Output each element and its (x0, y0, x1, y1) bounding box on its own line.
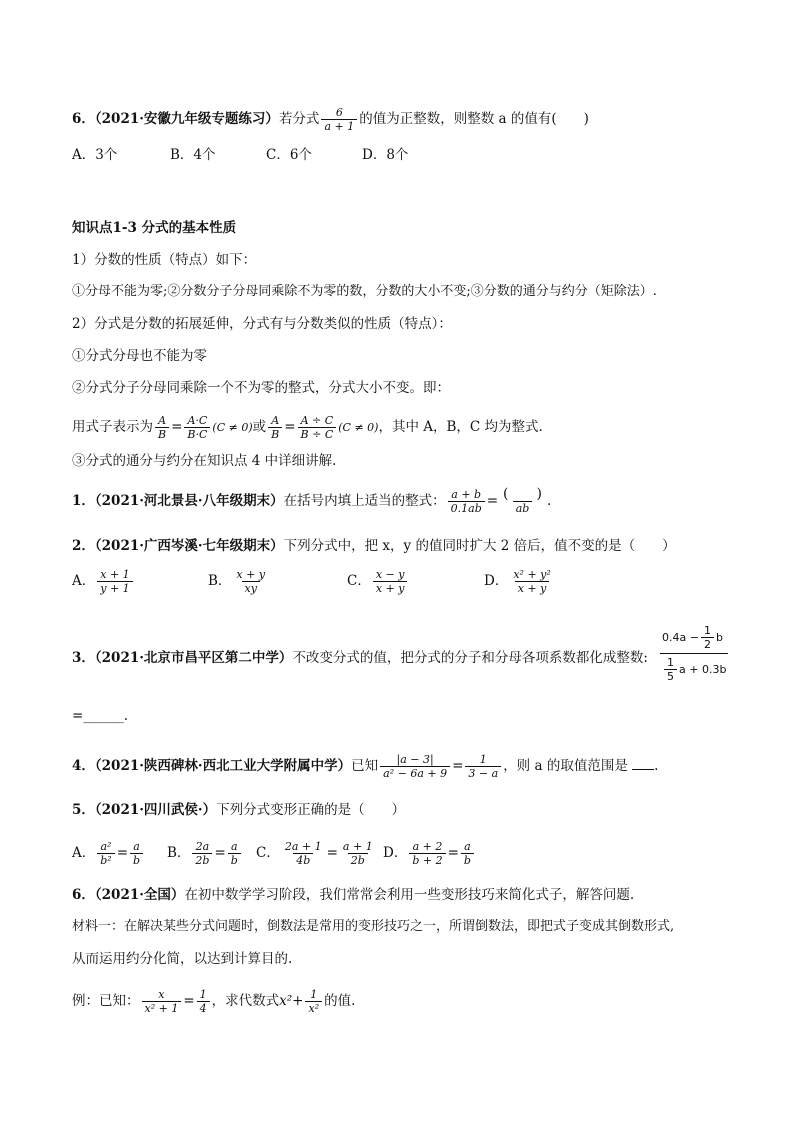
q6a-number: 6． (72, 111, 95, 127)
q1-line (72, 488, 551, 515)
kp-frac-a-b-2: $\frac{A}{B}$ (268, 414, 282, 441)
q6b-eq: = (183, 993, 195, 1009)
q5-opt-d: D． $\frac{a + 2}{b + 2}$ = $\frac{a}{b}$ (383, 840, 476, 867)
q4-end: . (654, 758, 659, 774)
q6b-example-post: 的值. (324, 993, 356, 1009)
q6a-line (72, 106, 589, 133)
kp-line3: 2）分式是分数的拓展延伸，分式有与分数类似的性质（特点）： (72, 316, 452, 332)
q4-post: ，则 a 的取值范围是 (503, 758, 628, 774)
q6b-example (72, 988, 355, 1015)
q1-text: 在括号内填上适当的整式： (283, 493, 446, 509)
kp-or: 或 (252, 419, 267, 435)
q3-num-b: b (715, 631, 723, 644)
q6a-opt-b: B．4个 (170, 147, 216, 163)
kp-line6 (72, 414, 543, 441)
q1-eq: = (486, 493, 499, 509)
q1-number: 1． (72, 493, 95, 509)
q2-number: 2． (72, 538, 95, 554)
kp-frac-adivc: $\frac{A \div C}{B \div C}$ (298, 414, 337, 441)
kp-line4: ①分式分母也不能为零 (72, 348, 207, 364)
q2-opt-d: D． $\frac{\text{x² + y²}}{x + y}$ (484, 568, 551, 595)
q3-compound-fraction (660, 624, 728, 683)
q6a-opt-c: C．6个 (266, 147, 312, 163)
q2-opt-b: B． $\frac{x + y}{xy}$ (208, 568, 266, 595)
q1-source: （2021·河北景县·八年级期末） (94, 493, 284, 509)
q6b-x-squared: x²+ (279, 993, 304, 1009)
q6b-text: 在初中数学学习阶段，我们常常会利用一些变形技巧来简化式子，解答问题. (184, 887, 635, 903)
q3-text: 不改变分式的值，把分式的分子和分母各项系数都化成整数: (292, 650, 648, 666)
q4-blank (632, 757, 654, 770)
q2-source: （2021·广西岑溪·七年级期末） (94, 538, 284, 554)
q4-number: 4． (72, 758, 95, 774)
kp-line6-pre: 用式子表示为 (72, 419, 153, 435)
q6a-fraction: $\frac{6}{a + 1}$ (321, 106, 357, 133)
kp-frac-a-b: $\frac{A}{B}$ (155, 414, 169, 441)
q5-number: 5． (72, 802, 95, 818)
q2-text: 下列分式中，把 x，y 的值同时扩大 2 倍后，值不变的是（ ） (283, 538, 676, 554)
kp-line2: ①分母不能为零;②分数分子分母同乘除不为零的数，分数的大小不变;③分数的通分与约分（矩除法）. (72, 284, 657, 299)
q3-den-fifth: 1 5 (664, 656, 677, 683)
q3-num-half: $\frac{1}{2}$ (701, 624, 714, 651)
q4-fraction-left: $\frac{|a - 3|}{\text{a² − 6a + 9}}$ (380, 753, 450, 780)
q4-eq: = (452, 758, 464, 774)
kp-line1: 1）分数的性质（特点）如下： (72, 252, 257, 268)
q6b-number: 6． (72, 887, 95, 903)
kp-frac-ac-bc: $\frac{A\cdot C}{B\cdot C}$ (184, 414, 210, 441)
q4-line (72, 753, 658, 780)
q4-pre: 已知 (351, 758, 379, 774)
q6b-example-pre: 例：已知： (72, 993, 140, 1009)
kp-eq2: = (284, 419, 296, 435)
q3-answer-blank: =______. (72, 708, 129, 724)
q6b-material-line2: 从而运用约分化简，以达到计算目的. (72, 951, 293, 967)
kp-title: 知识点1-3 分式的基本性质 (72, 220, 237, 236)
q2-line (72, 537, 676, 555)
q6b-example-mid: ，求代数式 (211, 993, 280, 1009)
kp-cond1: (C ≠ 0) (212, 421, 253, 434)
kp-line5: ②分式分子分母同乘除一个不为零的整式，分式大小不变。即： (72, 380, 450, 396)
q3-num-a: 0.4a − (662, 631, 699, 644)
q5-line (72, 801, 405, 819)
kp-cond2: (C ≠ 0) (338, 421, 379, 434)
q2-opt-c: C． $\frac{x - y}{x + y}$ (347, 568, 409, 595)
q1-fraction: $\frac{a + b}{0.1ab}$ (448, 488, 485, 515)
q6b-source: （2021·全国） (94, 887, 185, 903)
q1-answer-fraction: ( ) ab (503, 486, 542, 515)
q5-opt-b: B． $\frac{2a}{2b}$ = $\frac{a}{b}$ (167, 840, 243, 867)
q6a-post: 的值为正整数，则整数 a 的值有( ) (359, 111, 589, 127)
q6b-line (72, 886, 634, 904)
q6a-source: （2021·安徽九年级专题练习） (94, 111, 279, 127)
kp-eq1: = (171, 419, 183, 435)
kp-line6-post: ，其中 A，B，C 均为整式. (378, 419, 543, 435)
q3-line (72, 649, 648, 667)
q6b-material-line1: 材料一：在解决某些分式问题时，倒数法是常用的变形技巧之一，所谓倒数法，即把式子变成其倒数形式, (72, 919, 675, 934)
q6a-opt-a: A．3个 (72, 147, 118, 163)
q3-source: （2021·北京市昌平区第二中学） (94, 650, 293, 666)
q6a-opt-d: D．8个 (362, 147, 409, 163)
q6b-frac-x: $\frac{x}{\text{x² + 1}}$ (142, 988, 182, 1015)
q4-fraction-right: $\frac{1}{3 - a}$ (465, 753, 501, 780)
q3-den-expr: a + 0.3b (679, 663, 727, 676)
q5-opt-a: A． $\frac{\text{a²}}{\text{b²}}$ = $\frac{a}{b}$ (72, 840, 145, 867)
q6b-frac-inv-x2: $\frac{1}{\text{x²}}$ (305, 988, 322, 1015)
q5-source: （2021·四川武侯·） (94, 802, 217, 818)
q4-source: （2021·陕西碑林·西北工业大学附属中学） (94, 758, 352, 774)
q6b-frac-quarter: $\frac{1}{4}$ (197, 988, 210, 1015)
q3-number: 3． (72, 650, 95, 666)
q2-opt-a: A． $\frac{x + 1}{y + 1}$ (72, 568, 135, 595)
q5-opt-c: C． $\frac{2a + 1}{4b}$ = $\frac{a + 1}{2b}$ (256, 840, 373, 867)
q1-end: . (546, 493, 552, 509)
q5-text: 下列分式变形正确的是（ ） (216, 802, 406, 818)
q6a-pre: 若分式 (278, 111, 320, 127)
kp-line7: ③分式的通分与约分在知识点 4 中详细讲解. (72, 453, 337, 469)
